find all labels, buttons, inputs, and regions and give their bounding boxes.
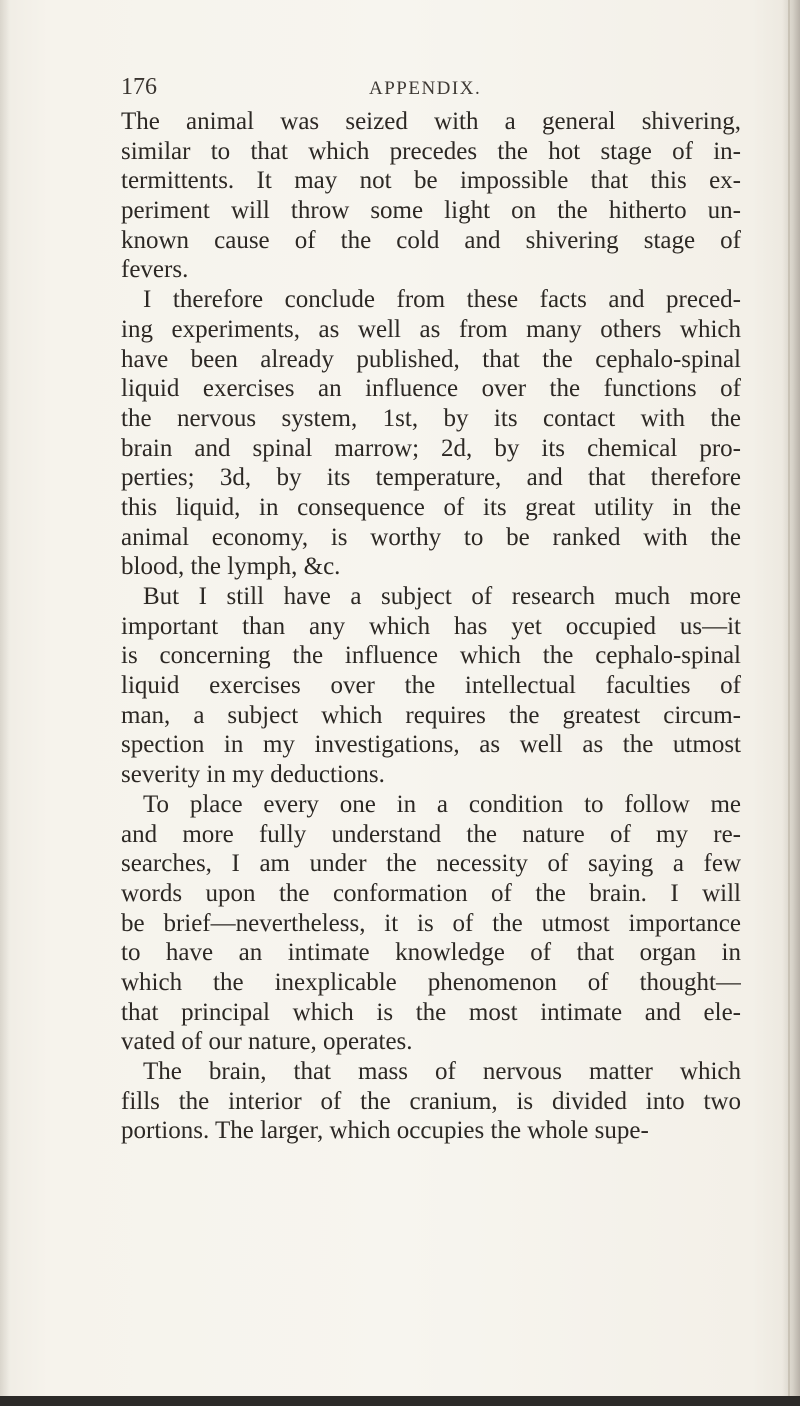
text-line: liquid exercises over the intellectual faculties of [121,672,741,700]
text-line: blood, the lymph, &c. [121,553,341,581]
text-line: animal economy, is worthy to be ranked with the [121,523,741,551]
text-line: known cause of the cold and shivering stage of [121,226,741,254]
text-line: termittents. It may not be impossible that this ex- [121,167,741,195]
page-gutter-shadow [0,0,10,1406]
text-line: and more fully understand the nature of my re- [121,820,741,848]
paragraph [121,1057,741,1146]
text-line: have been already published, that the cephalo-spinal [121,345,741,373]
page-edge-shadow [782,0,800,1406]
text-line: liquid exercises an influence over the functions of [121,375,741,403]
text-line: portions. The larger, which occupies the whole supe- [121,1117,649,1145]
text-line: brain and spinal marrow; 2d, by its chemical pro- [121,434,741,462]
text-line: be brief—nevertheless, it is of the utmost importance [121,909,741,937]
text-line: searches, I am under the necessity of saying a few [121,850,741,878]
text-line: To place every one in a condition to follow me [143,790,741,818]
text-line: The animal was seized with a general shivering, [121,108,741,135]
text-line: vated of our nature, operates. [121,1028,413,1056]
text-line: is concerning the influence which the cephalo-spinal [121,642,741,670]
text-line: spection in my investigations, as well as the utmost [121,731,741,759]
text-line: fills the interior of the cranium, is divided into two [121,1087,741,1115]
text-line: perties; 3d, by its temperature, and that therefore [121,464,741,492]
text-line: the nervous system, 1st, by its contact with the [121,404,741,432]
text-line: which the inexplicable phenomenon of thought— [121,968,741,996]
paragraph [121,582,741,790]
bottom-scan-edge [0,1396,800,1406]
paragraph [121,107,741,285]
text-line: words upon the conformation of the brain. I will [121,879,741,907]
text-line: But I still have a subject of research much more [143,583,741,610]
page-header [121,74,741,110]
text-line: fevers. [121,256,189,284]
paragraph [121,790,741,1057]
paragraph [121,285,741,582]
text-line: to have an intimate knowledge of that organ in [121,939,741,967]
text-line: severity in my deductions. [121,761,385,789]
text-line: this liquid, in consequence of its great utility in the [121,493,741,521]
text-line: ing experiments, as well as from many others which [121,315,741,343]
body-text [121,107,741,1146]
text-line: that principal which is the most intimate and ele- [121,998,741,1026]
text-line: man, a subject which requires the greatest circum- [121,701,741,729]
page-number: 176 [121,74,157,100]
text-line: I therefore conclude from these facts and preced- [143,286,741,314]
text-line: periment will throw some light on the hitherto un- [121,197,741,225]
text-line: The brain, that mass of nervous matter which [143,1058,741,1085]
text-line: similar to that which precedes the hot stage of in- [121,137,741,165]
running-head: APPENDIX. [369,78,482,99]
text-line: important than any which has yet occupied us—it [121,612,741,640]
page-edge-line [788,0,790,1406]
